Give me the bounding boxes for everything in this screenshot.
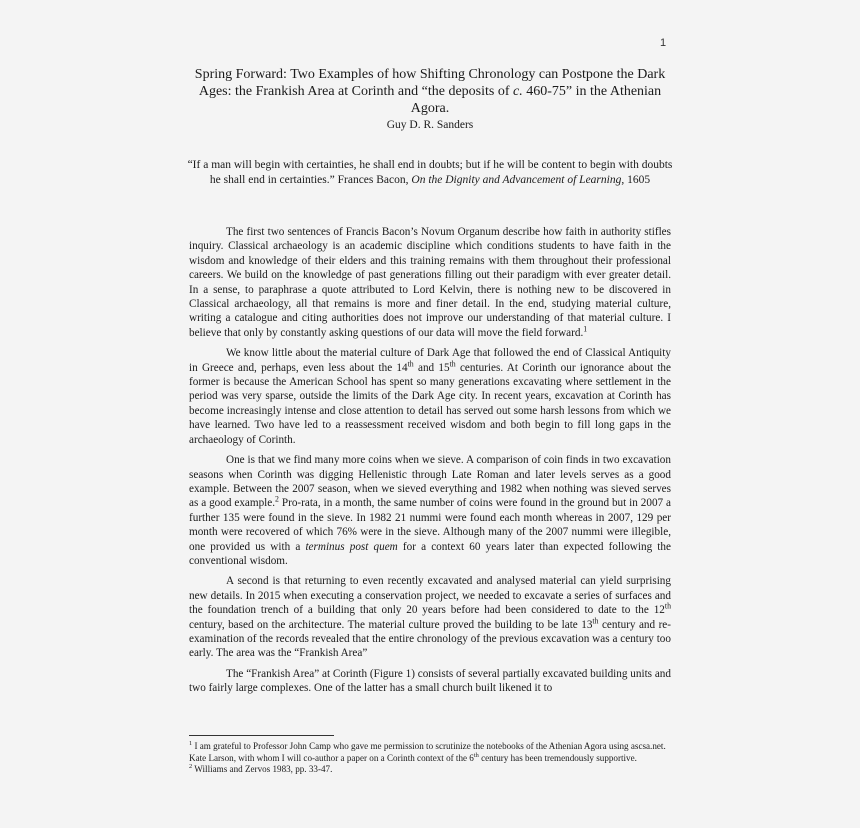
paragraph-3: One is that we find many more coins when we sieve. A comparison of coin finds in two excavation seasons when Corinth was digging Hellenistic through Late Roman and later levels serves as a good example. Between the 2007 season, when we sieved everything and 1982 when nothing was sieved serves as a good example.$^2$ Pro-rata, in a month, the same number of coins were found in the ground but in 2007 a further 135 were found in the sieve. In 1982 21 nummi were found each month whereas in 2007, 129 per month were recovered of which 76% were in the sieve. Although many of the 2007 nummi were illegible, one provided us with a terminus post quem for a context 60 years later than expected following the conventional wisdom.	[189, 454, 671, 567]
footnote-1: $^1$ I am grateful to Professor John Camp who gave me permission to scrutinize the notebooks of the Athenian Agora using ascsa.net. Kate Larson, with whom I will co-author a paper on a Corinth context of the 6th century has been tremendously supportive.	[189, 739, 666, 763]
footnote-ref-1[interactable]: 1	[583, 324, 588, 334]
paragraph-2: We know little about the material culture of Dark Age that followed the end of Classical Antiquity in Greece and, perhaps, even less about the 14th and 15th centuries. At Corinth our ignorance about the former is because the American School has spent so many generations excavating where settlement in the period was very sparse, outside the limits of the Dark Age city. In recent years, excavation at Corinth has become increasingly intense and close attention to detail has served out some harsh lessons from which we have learned. Two have led to a reassessment received wisdom and both begin to fill long gaps in the archaeology of Corinth.	[189, 347, 671, 446]
paragraph-4: A second is that returning to even recently excavated and analysed material can yield surprising new details. In 2015 when executing a conservation project, we needed to excavate a series of surfaces and the foundation trench of a building that only 20 years before had been considered to date to the 12th century, based on the architecture. The material culture proved the building to be late 13th century and re-examination of the records revealed that the entire chronology of the previous excavation was a century too early. The area was the “Frankish Area”	[189, 575, 671, 660]
epigraph-work: On the Dignity and Advancement of Learning	[411, 174, 622, 186]
paragraph-1: The first two sentences of Francis Bacon’s Novum Organum describe how faith in authority stifles inquiry. Classical archaeology is an academic discipline which conditions students to have faith in the wisdom and knowledge of their elders and this training remains with them throughout their professional careers. We build on the knowledge of past generations filling out their paradigm with ever greater detail. In a sense, to paraphrase a quote attributed to Lord Kelvin, there is nothing new to be discovered in Classical archaeology, all that remains is more and finer detail. In the end, studying material culture, writing a catalogue and citing authorities does not improve our understanding of that material culture. I believe that only by constantly asking questions of our data will move the field forward.$^1$	[189, 226, 671, 339]
footnote-ref-2[interactable]: 2	[275, 494, 279, 504]
body-text	[189, 225, 671, 702]
footnote-2: $^2$ Williams and Zervos 1983, pp. 33-47.	[189, 762, 333, 774]
epigraph-year: , 1605	[621, 174, 651, 186]
author: Guy D. R. Sanders	[386, 119, 474, 131]
footnotes	[189, 741, 671, 776]
footnote-divider	[189, 735, 334, 736]
epigraph-quote: “If a man will begin with certainties, he shall end in doubts; but if he will be content to begin with doubts he shall end in certainties.” Frances Bacon,	[187, 159, 673, 186]
paper-title: Spring Forward: Two Examples of how Shifting Chronology can Postpone the Dark Ages: the Frankish Area at Corinth and “the deposits of c. 460-75” in the Athenian Agora.	[194, 67, 666, 116]
paragraph-5: The “Frankish Area” at Corinth (Figure 1) consists of several partially excavated building units and two fairly large complexes. One of the latter has a small church built likened it to	[189, 667, 671, 695]
epigraph	[182, 158, 678, 188]
page-number: 1	[660, 37, 667, 49]
